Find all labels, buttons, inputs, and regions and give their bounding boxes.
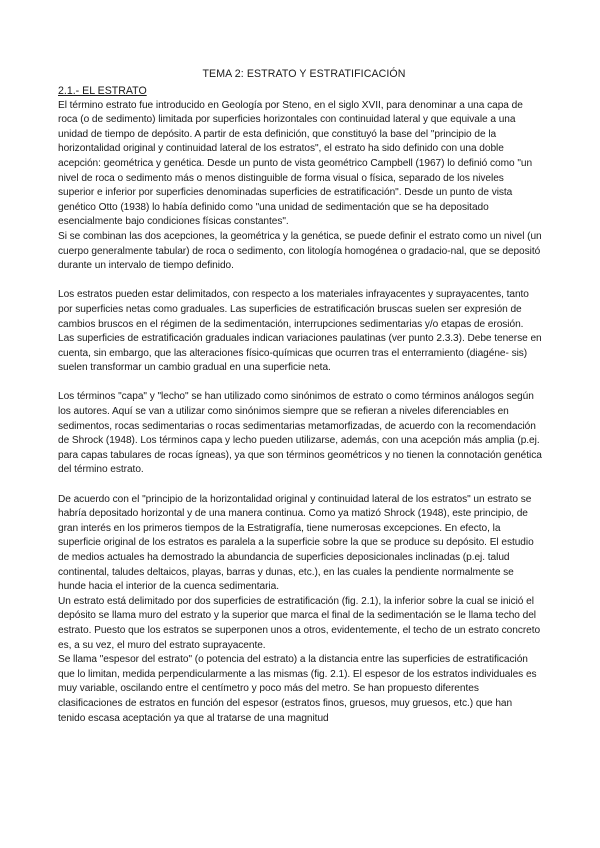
paragraph-gap	[58, 274, 542, 289]
paragraph-capa-lecho: Los términos "capa" y "lecho" se han utilizado como sinónimos de estrato o como términos análogos según los autores. Aquí se van a utilizar como sinónimos siempre que se refieran a niveles diferenciables en sedimentos, rocas sedimentarias o rocas sedimentarias metamorfizadas, de acuerdo con la recomendación de Shrock (1948). Los términos capa y lecho pueden utilizarse, además, con una acepción más amplia (p.ej. para capas tabulares de rocas ígneas), ya que son términos geométricos y no tienen la connotación genética del término estrato.	[58, 391, 542, 476]
paragraph-gap	[58, 478, 542, 493]
paragraph-combined-definition: Si se combinan las dos acepciones, la geométrica y la genética, se puede definir el estrato como un nivel (un cuerpo generalmente tabular) de roca o sedimento, con litología homogénea o gradacio-nal, que se depositó durante un intervalo de tiempo definido.	[58, 230, 542, 272]
paragraph-muro-techo: Un estrato está delimitado por dos superficies de estratificación (fig. 2.1), la inferior sobre la cual se inició el depósito se llama muro del estrato y la superior que marca el final de la sedimentación se le llama techo del estrato. Puesto que los estratos se superponen unos a otros, evidentemente, el techo de un estrato concreto es, a su vez, el muro del estrato suprayacente.	[58, 595, 541, 651]
paragraph-estrato-definition: El término estrato fue introducido en Geología por Steno, en el siglo XVII, para denominar a una capa de roca (o de sedimento) limitada por superficies horizontales con continuidad lateral y que equivale a una unidad de tiempo de depósito. A partir de esta definición, que constituyó la base del "principio de la horizontalidad original y continuidad lateral de los estratos", el estrato ha sido definido con una doble acepción: geométrica y genética. Desde un punto de vista geométrico Campbell (1967) lo definió como "un nivel de roca o sedimento más o menos distinguible de forma visual o física, separado de los niveles superior e inferior por superficies denominadas superficies de estratificación". Desde un punto de vista genético Otto (1938) lo había definido como "una unidad de sedimentación que se ha depositado esencialmente bajo condiciones físicas constantes".	[58, 99, 533, 228]
section-heading: 2.1.- EL ESTRATO	[58, 85, 147, 97]
paragraph-gap	[58, 376, 542, 391]
document-title: TEMA 2: ESTRATO Y ESTRATIFICACIÓN	[202, 68, 406, 80]
paragraph-horizontality-principle: De acuerdo con el "principio de la horizontalidad original y continuidad lateral de los estratos" un estrato se habría depositado horizontal y de una manera continua. Como ya matizó Shrock (1948), este principio, de gran interés en los primeros tiempos de la Estratigrafía, tiene numerosas excepciones. En efecto, la superficie original de los estratos es paralela a la superficie sobre la que se produce su depósito. El estudio de medios actuales ha demostrado la abundancia de superficies deposicionales inclinadas (p.ej. talud continental, taludes deltaicos, playas, barras y dunas, etc.), en las cuales la pendiente normalmente se hunde hacia el interior de la cuenca sedimentaria.	[58, 493, 534, 593]
paragraph-espesor: Se llama "espesor del estrato" (o potencia del estrato) a la distancia entre las superficies de estratificación que lo limitan, medida perpendicularmente a las mismas (fig. 2.1). El espesor de los estratos individuales es muy variable, oscilando entre el centímetro y poco más del metro. Se han propuesto diferentes clasificaciones de estratos en función del espesor (estratos finos, gruesos, muy gruesos, etc.) que han tenido escasa aceptación ya que al tratarse de una magnitud	[58, 654, 537, 724]
paragraph-stratification-surfaces: Los estratos pueden estar delimitados, con respecto a los materiales infrayacentes y suprayacentes, tanto por superficies netas como graduales. Las superficies de estratificación bruscas suelen ser expresión de cambios bruscos en el régimen de la sedimentación, interrupciones sedimentarias y/o etapas de erosión. Las superficies de estratificación graduales indican variaciones paulatinas (ver punto 2.3.3). Debe tenerse en cuenta, sin embargo, que las alteraciones físico-químicas que ocurren tras el enterramiento (diagéne- sis) suelen transformar un cambio gradual en una superficie neta.	[58, 289, 542, 374]
